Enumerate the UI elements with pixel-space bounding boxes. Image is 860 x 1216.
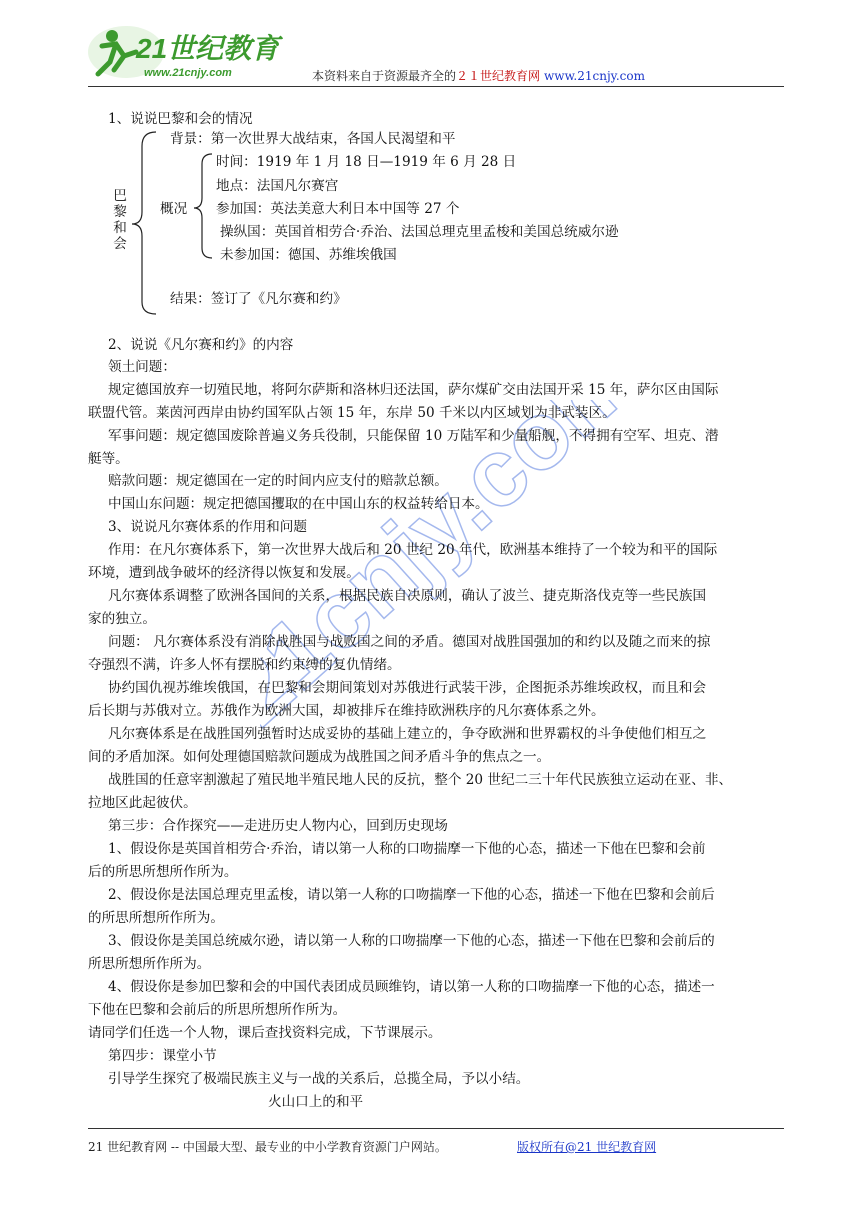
result-line: 结果：签订了《凡尔赛和约》	[170, 291, 347, 307]
colonial-text-2: 拉地区此起彼伏。	[88, 795, 197, 811]
watermark-text: 21cnjy.com	[260, 400, 658, 746]
overview-item-participants: 参加国：英法美意大利日本中国等 27 个	[216, 201, 460, 217]
entente-text-1: 协约国仇视苏维埃俄国，在巴黎和会期间策划对苏俄进行武装干涉，企图扼杀苏维埃政权，而且和会	[108, 680, 707, 696]
territory-heading: 领土问题：	[108, 359, 176, 375]
section-subtitle: 火山口上的和平	[268, 1094, 364, 1110]
compromise-text-2: 间的矛盾加深。如何处理德国赔款问题成为战胜国之间矛盾斗争的焦点之一。	[88, 749, 551, 765]
overview-item-time: 时间：1919 年 1 月 18 日—1919 年 6 月 28 日	[216, 154, 517, 170]
compromise-text-1: 凡尔赛体系是在战胜国列强暂时达成妥协的基础上建立的，争夺欧洲和世界霸权的斗争使他们相互之	[108, 726, 707, 742]
header-divider	[88, 86, 784, 87]
copyright-link[interactable]: 版权所有@21 世纪教育网	[517, 1140, 657, 1154]
question1-text-1: 1、假设你是英国首相劳合·乔治，请以第一人称的口吻揣摩一下他的心态，描述一下他在巴黎和会前	[108, 841, 706, 857]
side-label-he: 和	[113, 220, 127, 236]
question4-text-1: 4、假设你是参加巴黎和会的中国代表团成员顾维钧，请以第一人称的口吻揣摩一下他的心态，描述一	[108, 979, 715, 995]
adjust-text-2: 家的独立。	[88, 611, 156, 627]
territory-text-1: 规定德国放弃一切殖民地，将阿尔萨斯和洛林归还法国，萨尔煤矿交由法国开采 15 年，萨尔区由国际	[108, 382, 719, 398]
entente-text-2: 后长期与苏俄对立。苏俄作为欧洲大国，却被排斥在维持欧洲秩序的凡尔赛体系之外。	[88, 703, 605, 719]
step4-title: 第四步：课堂小节	[108, 1048, 217, 1064]
question1-text-2: 后的所思所想所作所为。	[88, 864, 238, 880]
question3-text-2: 所思所想所作所为。	[88, 956, 211, 972]
overview-label: 概况	[160, 201, 188, 217]
section1-title: 1、说说巴黎和会的情况	[108, 111, 253, 127]
overview-item-absent: 未参加国：德国、苏维埃俄国	[220, 247, 397, 263]
header-note-prefix: 本资料来自于资源最齐全的	[312, 69, 457, 83]
problem-text-1: 问题： 凡尔赛体系没有消除战胜国与战败国之间的矛盾。德国对战胜国强加的和约以及随之而来的掠	[108, 634, 711, 650]
header-note-site: ２１世纪教育网	[456, 69, 541, 83]
background-line: 背景：第一次世界大战结束，各国人民渴望和平	[170, 131, 456, 147]
question4-text-2: 下他在巴黎和会前后的所思所想所作所为。	[88, 1002, 347, 1018]
effect-text-1: 作用：在凡尔赛体系下，第一次世界大战后和 20 世纪 20 年代，欧洲基本维持了一个较为和平的国际	[108, 542, 718, 558]
overview-item-controllers: 操纵国：英国首相劳合·乔治、法国总理克里孟梭和美国总统威尔逊	[220, 224, 619, 240]
section3-title: 3、说说凡尔赛体系的作用和问题	[108, 519, 307, 535]
runner-logo-icon	[84, 22, 284, 86]
military-text-2: 艇等。	[88, 451, 129, 467]
side-label-ba: 巴	[113, 188, 127, 204]
paris-conference-diagram	[108, 128, 748, 318]
military-text-1: 军事问题：规定德国废除普遍义务兵役制，只能保留 10 万陆军和少量船舰，不得拥有空军、坦克、潜	[108, 428, 719, 444]
colonial-text-1: 战胜国的任意宰割激起了殖民地半殖民地人民的反抗，整个 20 世纪二三十年代民族独立运动在亚、非、	[108, 772, 733, 788]
question2-text-2: 的所思所想所作所为。	[88, 910, 224, 926]
header-note-url[interactable]: www.21cnjy.com	[544, 69, 645, 83]
site-logo	[84, 22, 284, 86]
logo-url: www.21cnjy.com	[144, 67, 232, 79]
question2-text-1: 2、假设你是法国总理克里孟梭，请以第一人称的口吻揣摩一下他的心态，描述一下他在巴黎和会前后	[108, 887, 715, 903]
step3-title: 第三步：合作探究——走进历史人物内心，回到历史现场	[108, 818, 448, 834]
shandong-text: 中国山东问题：规定把德国攫取的在中国山东的权益转给日本。	[108, 496, 489, 512]
territory-text-2: 联盟代管。莱茵河西岸由协约国军队占领 15 年，东岸 50 千米以内区域划为非武装区。	[88, 405, 616, 421]
reparation-text: 赔款问题：规定德国在一定的时间内应支付的赔款总额。	[108, 473, 448, 489]
summary-text: 引导学生探究了极端民族主义与一战的关系后，总揽全局，予以小结。	[108, 1071, 530, 1087]
problem-text-2: 夺强烈不满，许多人怀有摆脱和约束缚的复仇情绪。	[88, 657, 401, 673]
effect-text-2: 环境，遭到战争破坏的经济得以恢复和发展。	[88, 565, 360, 581]
question3-text-1: 3、假设你是美国总统威尔逊，请以第一人称的口吻揣摩一下他的心态，描述一下他在巴黎和会前后的	[108, 933, 715, 949]
assignment-text: 请同学们任选一个人物，课后查找资料完成，下节课展示。	[88, 1025, 442, 1041]
header-note	[312, 67, 645, 84]
side-label-li: 黎	[113, 204, 127, 220]
footer-divider	[88, 1128, 784, 1129]
section2-title: 2、说说《凡尔赛和约》的内容	[108, 337, 294, 353]
footer-description: 21 世纪教育网 -- 中国最大型、最专业的中小学教育资源门户网站。	[88, 1140, 447, 1154]
side-label-hui: 会	[113, 236, 127, 252]
adjust-text-1: 凡尔赛体系调整了欧洲各国间的关系，根据民族自决原则，确认了波兰、捷克斯洛伐克等一些民族国	[108, 588, 707, 604]
overview-item-place: 地点：法国凡尔赛宫	[216, 178, 339, 194]
logo-text: 21世纪教育	[136, 33, 280, 64]
